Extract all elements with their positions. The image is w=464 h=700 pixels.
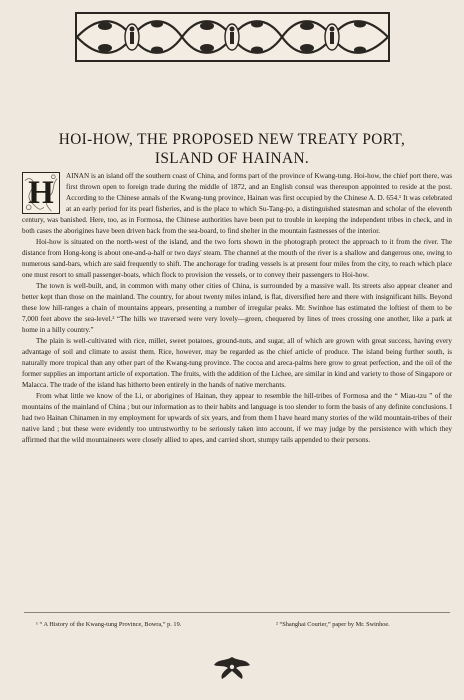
dropcap-letter: H xyxy=(28,175,54,211)
ornamental-tailpiece xyxy=(212,655,252,681)
paragraph-4: The plain is well-cultivated with rice, millet, sweet potatoes, ground-nuts, and sugar, all of which are grown with great success, having every advantage of soil and climate to assist them. Rice, however, may be regarded as the chief article of produce. The island being further south, is naturally more tropical than any other part of the Kwang-tung province. The cocoa and areca-palms here grow to great perfection, and the oil of the former supplies an important article of exportation. The fruits, with the addition of the Lichee, are similar in kind and variety to those of Singapore or Malacca. The trade of the island has hitherto been entirely in the hands of native merchants. xyxy=(22,337,452,389)
paragraph-1: AINAN is an island off the southern coast of China, and forms part of the province of Kwang-tung. Hoi-how, the chief port there, was first thrown open to foreign trade during the middle of 1872, and an English consul was thereupon appointed to reside at the post. According to the Chinese annals of the Kwang-tung province, Hainan was first occupied by the Chinese A. D. 654.¹ It was celebrated at an early period for its pearl fisheries, and is the place to which Su-Tang-po, a distinguished statesman and scholar of the eleventh century, was banished. Here, too, as in Formosa, the Chinese authorities have been put to trouble in keeping the independent tribes in check, and in both cases the aborigines have been driven back from the sea-board, to find shelter in the mountain fastnesses of the interior. xyxy=(22,172,452,235)
article-body xyxy=(22,171,452,446)
paragraph-2: Hoi-how is situated on the north-west of the island, and the two forts shown in the photograph protect the approach to it from the river. The distance from Hong-kong is about one-and-a-half or two days' steam. The channel at the mouth of the river is a shallow and dangerous one, owing to numerous sand-bars, which are said frequently to shift. The anchorage for trading vessels is at present four miles from the city, to reach which place one must resort to small passenger-boats, which flock to provision the vessels, or to convey their passengers to Hoi-how. xyxy=(22,238,452,279)
title-line-2: ISLAND OF HAINAN. xyxy=(154,150,310,167)
footnote-2: ² “Shanghai Courier,” paper by Mr. Swinhoe. xyxy=(276,621,390,628)
decorated-initial xyxy=(22,172,60,214)
tailpiece-ornament xyxy=(212,655,252,681)
chapter-title xyxy=(0,130,464,168)
paragraph-3: The town is well-built, and, in common with many other cities of China, is surrounded by a massive wall. Its streets also appear cleaner and better kept than those on the mainland. The country, for about twenty miles inland, is flat, diversified here and there with insignificant hills. Beyond these low hill-ranges a chain of mountains appears, presenting a number of irregular peaks. Mr. Swinhoe has estimated the loftiest of them to be 7,000 feet above the sea-level.² “The hills we traversed were very lovely—green, chequered by lines of trees crossing one another, like a park at home in a hilly country.” xyxy=(22,282,452,334)
title-line-1: HOI-HOW, THE PROPOSED NEW TREATY PORT, xyxy=(58,131,406,148)
footnote-divider xyxy=(24,612,450,613)
ornamental-headpiece xyxy=(75,12,390,62)
vine-scroll-ornament xyxy=(77,14,388,60)
paragraph-5: From what little we know of the Li, or aborigines of Hainan, they appear to resemble the hill-tribes of Formosa and the “ Miau-tzu ” of the mountains of the mainland of China ; but our information as to their habits and language is too slender to form the basis of any definite conclusions. I had two Hainan Chinamen in my employment for upwards of six years, and from them I have heard many stories of the wild mountain-tribes of their native land ; but these were evidently too untrustworthy to be seriously taken into account, if we may judge by the persistence with which they affirmed that the wild mountaineers were closely allied to apes, and carried short, stumpy tails appended to their persons. xyxy=(22,392,452,444)
footnote-1: ¹ “ A History of the Kwang-tung Province, Bowra,” p. 19. xyxy=(36,621,182,628)
